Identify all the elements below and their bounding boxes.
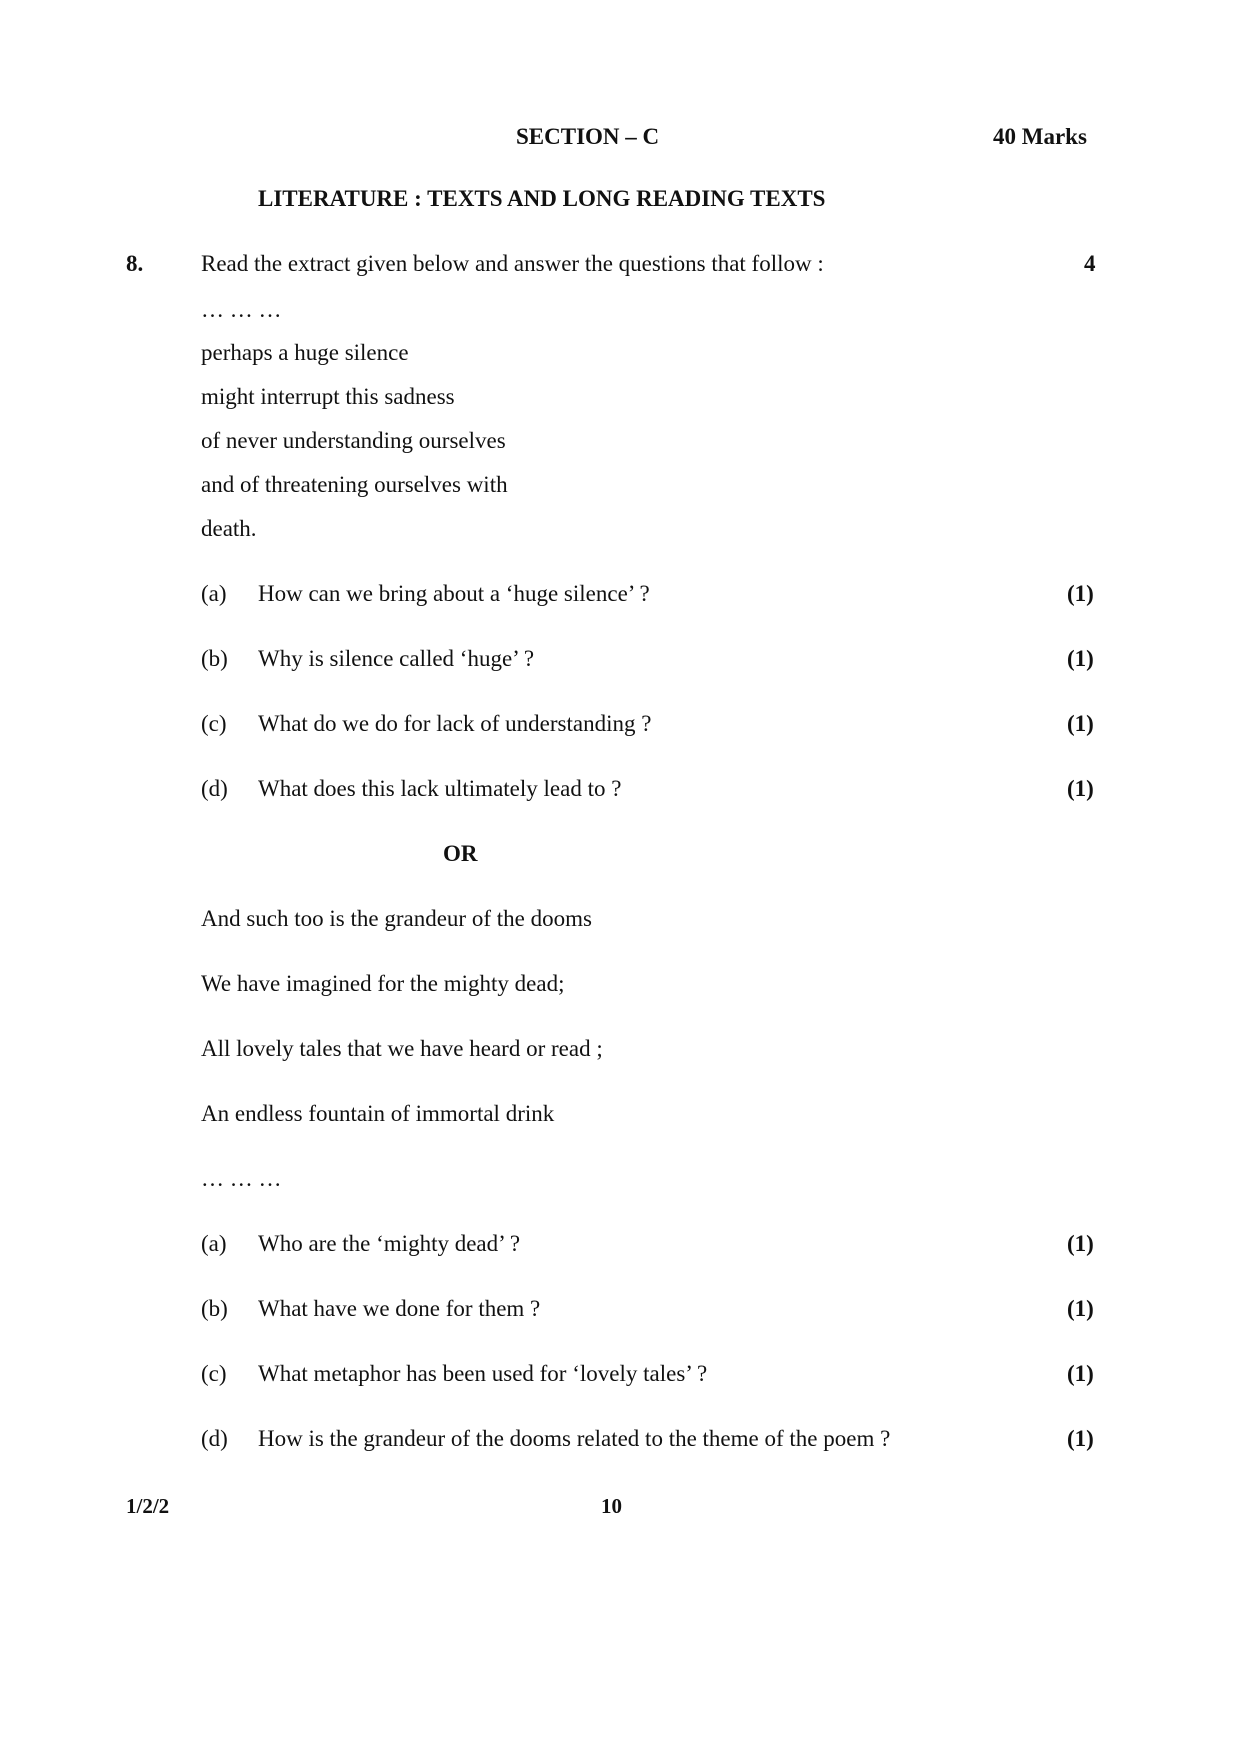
extract-line: perhaps a huge silence	[201, 340, 409, 365]
sub-question-marks: (1)	[1067, 1361, 1094, 1386]
sub-question-label: (c)	[201, 711, 227, 736]
extract-line: of never understanding ourselves	[201, 428, 506, 453]
sub-question-marks: (1)	[1067, 1426, 1094, 1451]
sub-question-label: (c)	[201, 1361, 227, 1386]
sub-question-label: (d)	[201, 776, 228, 801]
extract-line: All lovely tales that we have heard or read ;	[201, 1036, 603, 1061]
sub-question-marks: (1)	[1067, 711, 1094, 736]
sub-question-text: How can we bring about a ‘huge silence’ ?	[258, 581, 650, 606]
extract-line: and of threatening ourselves with	[201, 472, 508, 497]
sub-question-marks: (1)	[1067, 776, 1094, 801]
page-number: 10	[601, 1494, 622, 1518]
sub-question-text: Who are the ‘mighty dead’ ?	[258, 1231, 521, 1256]
sub-question-text: What do we do for lack of understanding ?	[258, 711, 652, 736]
sub-question-text: How is the grandeur of the dooms related to the theme of the poem ?	[258, 1426, 891, 1451]
sub-question-text: What have we done for them ?	[258, 1296, 541, 1321]
sub-question-text: Why is silence called ‘huge’ ?	[258, 646, 535, 671]
sub-question-label: (b)	[201, 646, 228, 671]
extract-ellipsis: … … …	[201, 1166, 282, 1191]
section-subtitle: LITERATURE : TEXTS AND LONG READING TEXTS	[258, 186, 826, 211]
extract-ellipsis: … … …	[201, 297, 282, 322]
sub-question-label: (d)	[201, 1426, 228, 1451]
extract-line: An endless fountain of immortal drink	[201, 1101, 555, 1126]
sub-question-marks: (1)	[1067, 646, 1094, 671]
paper-code: 1/2/2	[126, 1494, 170, 1518]
or-divider: OR	[443, 841, 478, 866]
question-marks: 4	[1084, 251, 1096, 276]
section-title: SECTION – C	[516, 124, 660, 149]
sub-question-label: (a)	[201, 581, 227, 606]
question-number: 8.	[126, 251, 144, 276]
sub-question-label: (b)	[201, 1296, 228, 1321]
sub-question-text: What metaphor has been used for ‘lovely tales’ ?	[258, 1361, 708, 1386]
section-marks: 40 Marks	[993, 124, 1087, 149]
sub-question-label: (a)	[201, 1231, 227, 1256]
extract-line: might interrupt this sadness	[201, 384, 455, 409]
sub-question-marks: (1)	[1067, 581, 1094, 606]
extract-line: We have imagined for the mighty dead;	[201, 971, 565, 996]
question-instruction: Read the extract given below and answer the questions that follow :	[201, 251, 824, 276]
extract-line: And such too is the grandeur of the dooms	[201, 906, 592, 931]
sub-question-marks: (1)	[1067, 1231, 1094, 1256]
sub-question-text: What does this lack ultimately lead to ?	[258, 776, 622, 801]
sub-question-marks: (1)	[1067, 1296, 1094, 1321]
extract-line: death.	[201, 516, 257, 541]
